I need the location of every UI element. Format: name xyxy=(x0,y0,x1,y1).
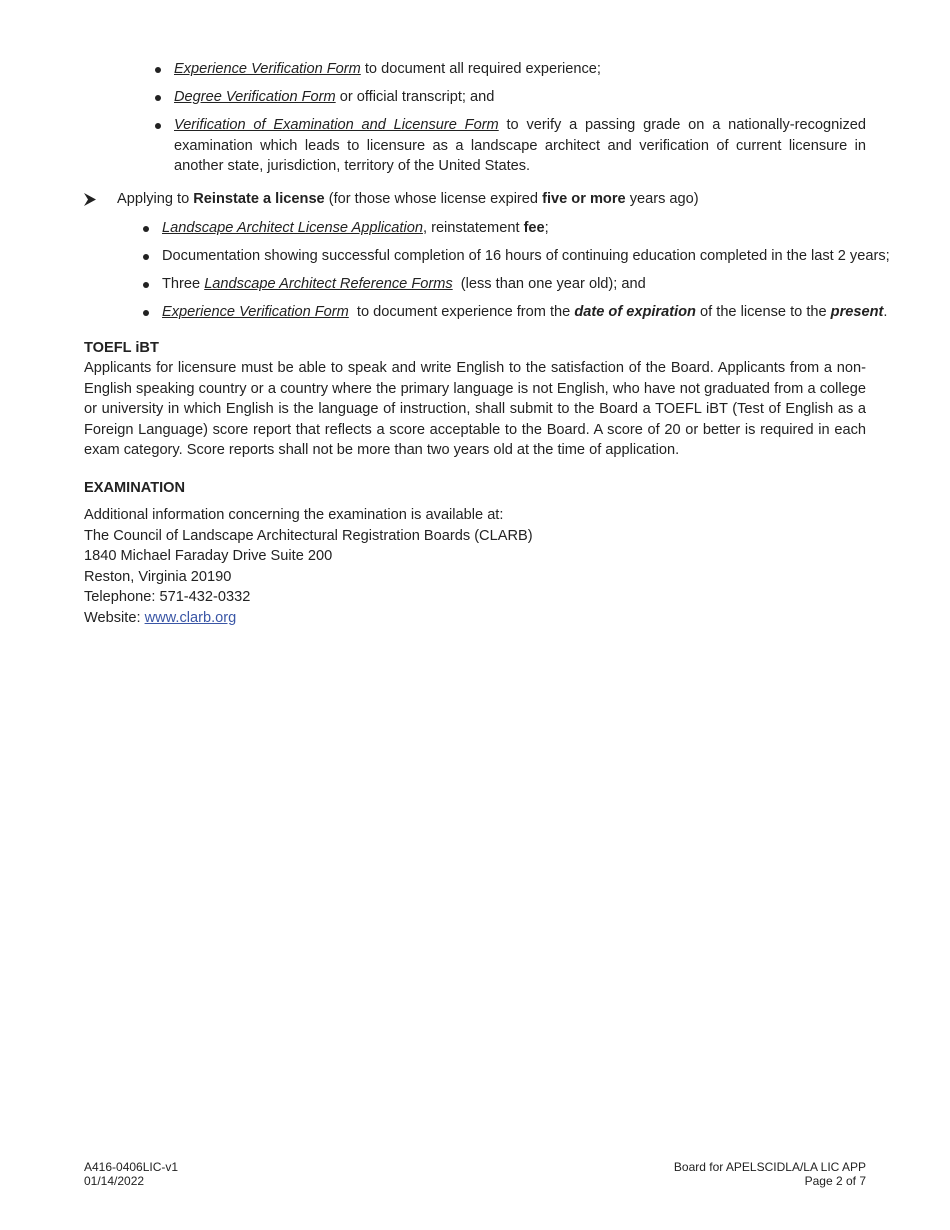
bullet-icon xyxy=(143,254,149,260)
reinstate-bold: five or more xyxy=(542,191,626,207)
verification-of-examination-form-link[interactable]: Verification of Examination and Licensure Form xyxy=(174,117,499,133)
list-item-text: to document all required experience; xyxy=(360,61,601,77)
list-item-bold: fee xyxy=(523,220,545,236)
reference-forms-link[interactable]: Landscape Architect Reference Forms xyxy=(204,276,453,292)
list-item-text: to document experience from the xyxy=(348,304,575,320)
website-label: Website: xyxy=(84,609,145,626)
bullet-icon xyxy=(155,95,161,101)
examination-address xyxy=(84,505,866,628)
reinstate-bold: Reinstate a license xyxy=(193,191,325,207)
list-item-bold-italic: present xyxy=(830,304,884,320)
list-item-text: or official transcript; and xyxy=(335,89,495,105)
footer-left xyxy=(84,1160,178,1188)
clarb-website-link[interactable]: www.clarb.org xyxy=(144,609,237,626)
reinstate-text: years ago) xyxy=(625,191,699,207)
experience-verification-form-link[interactable]: Experience Verification Form xyxy=(162,304,349,320)
list-item-text: , reinstatement xyxy=(422,220,524,236)
board-name: Board for APELSCIDLA/LA LIC APP xyxy=(673,1160,866,1174)
bullet-icon xyxy=(143,310,149,316)
list-item-text: Three xyxy=(162,276,205,292)
form-id: A416-0406LIC-v1 xyxy=(84,1160,179,1174)
bullet-icon xyxy=(143,282,149,288)
footer-right xyxy=(674,1160,866,1188)
experience-verification-form-link[interactable]: Experience Verification Form xyxy=(174,61,361,77)
bullet-icon xyxy=(155,67,161,73)
list-item-text: to verify a passing grade on a nationally-recognized examination which leads to licensure as a landscape architect and verification of current licensure in another state, jurisdiction, territory of the United States. xyxy=(174,117,867,174)
exam-line: The Council of Landscape Architectural Registration Boards (CLARB) xyxy=(84,527,533,544)
list-item-bold-italic: date of expiration xyxy=(574,304,696,320)
license-application-link[interactable]: Landscape Architect License Application xyxy=(162,220,423,236)
website-line xyxy=(84,608,866,629)
arrow-bullet-icon xyxy=(84,193,96,206)
degree-verification-form-link[interactable]: Degree Verification Form xyxy=(174,89,336,105)
exam-line: Telephone: 571-432-0332 xyxy=(84,589,251,605)
list-item-text: ; xyxy=(544,220,549,236)
reinstate-text: (for those whose license expired xyxy=(324,191,543,207)
list-item-text: . xyxy=(883,304,888,320)
bullet-icon xyxy=(143,226,149,232)
reinstate-text: Applying to xyxy=(117,191,194,207)
examination-heading: EXAMINATION xyxy=(84,480,186,496)
exam-line: Additional information concerning the examination is available at: xyxy=(84,507,504,523)
list-item-text: of the license to the xyxy=(695,304,831,320)
bullet-icon xyxy=(155,123,161,129)
list-item-text: (less than one year old); and xyxy=(452,276,646,292)
list-item-text: Documentation showing successful completion of 16 hours of continuing education completed in the last 2 years; xyxy=(162,248,890,264)
form-date: 01/14/2022 xyxy=(84,1174,145,1188)
exam-line: 1840 Michael Faraday Drive Suite 200 xyxy=(84,548,333,564)
toefl-heading: TOEFL iBT xyxy=(84,340,159,356)
exam-line: Reston, Virginia 20190 xyxy=(84,568,232,585)
toefl-body: Applicants for licensure must be able to speak and write English to the satisfaction of the Board. Applicants from a non-English speaking country or a country where the primary language is not English, who have not graduated from a college or university in which English is the language of instruction, shall submit to the Board a TOEFL iBT (Test of English as a Foreign Language) score report that reflects a score acceptable to the Board. A score of 20 or better is required in each exam category. Score reports shall not be more than two years old at the time of application. xyxy=(84,360,866,458)
page-number: Page 2 of 7 xyxy=(804,1174,866,1188)
